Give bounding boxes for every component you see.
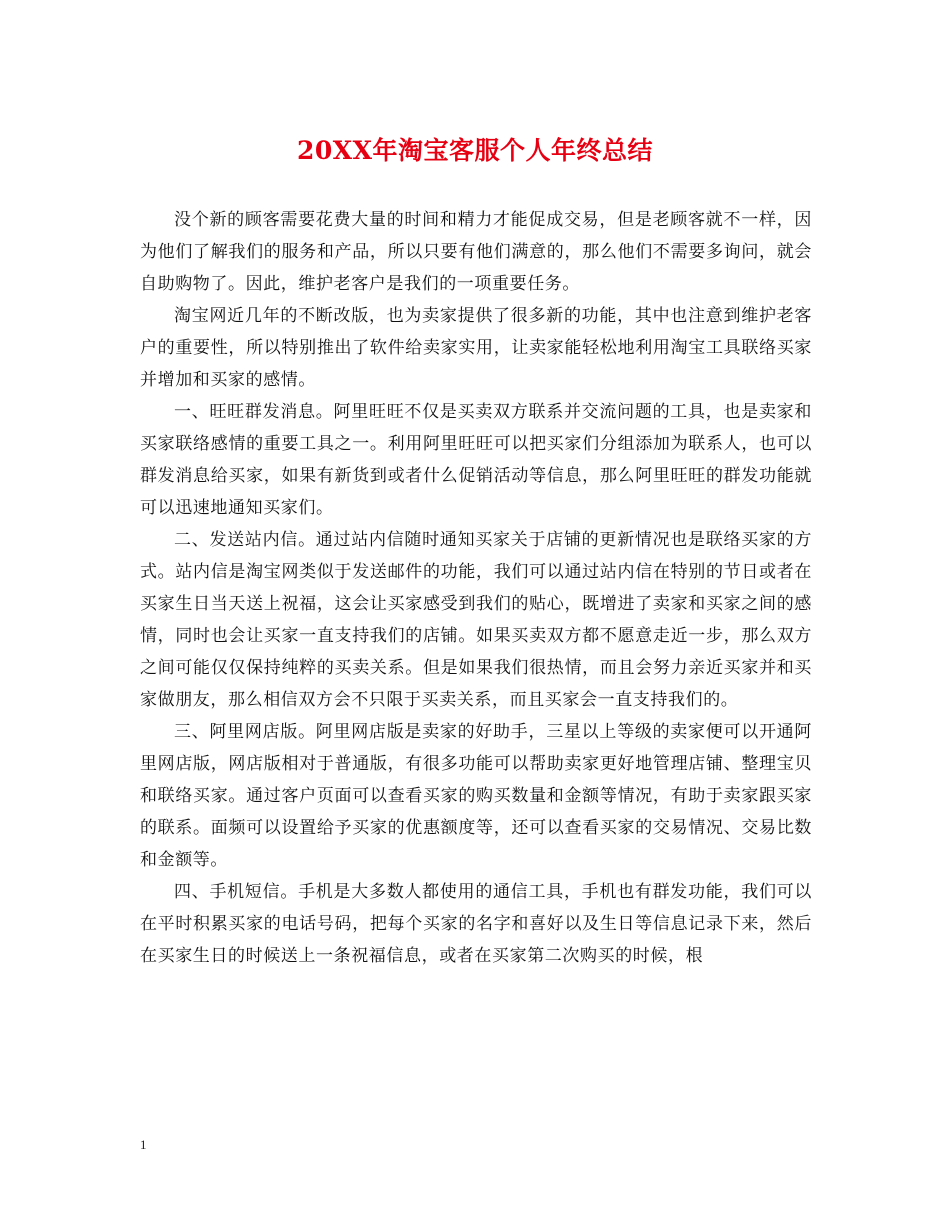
- page-number: 1: [140, 1137, 147, 1152]
- paragraph-wangwang: 一、旺旺群发消息。阿里旺旺不仅是买卖双方联系并交流问题的工具，也是卖家和买家联络感情的重要工具之一。利用阿里旺旺可以把买家们分组添加为联系人，也可以群发消息给买家，如果有新货到或者什么促销活动等信息，那么阿里旺旺的群发功能就可以迅速地通知买家们。: [140, 402, 812, 518]
- document-body: [140, 204, 812, 972]
- paragraph-sms: 四、手机短信。手机是大多数人都使用的通信工具，手机也有群发功能，我们可以在平时积累买家的电话号码，把每个买家的名字和喜好以及生日等信息记录下来，然后在买家生日的时候送上一条祝福信息，或者在买家第二次购买的时候，根: [140, 882, 812, 966]
- document-title: 20XX年淘宝客服个人年终总结: [296, 136, 654, 165]
- paragraph-site-message: 二、发送站内信。通过站内信随时通知买家关于店铺的更新情况也是联络买家的方式。站内信是淘宝网类似于发送邮件的功能，我们可以通过站内信在特别的节日或者在买家生日当天送上祝福，这会让买家感受到我们的贴心，既增进了卖家和买家之间的感情，同时也会让买家一直支持我们的店铺。如果买卖双方都不愿意走近一步，那么双方之间可能仅仅保持纯粹的买卖关系。但是如果我们很热情，而且会努力亲近买家并和买家做朋友，那么相信双方会不只限于买卖关系，而且买家会一直支持我们的。: [140, 530, 812, 710]
- paragraph-intro: 没个新的顾客需要花费大量的时间和精力才能促成交易，但是老顾客就不一样，因为他们了解我们的服务和产品，所以只要有他们满意的，那么他们不需要多询问，就会自助购物了。因此，维护老客户是我们的一项重要任务。: [140, 210, 812, 294]
- paragraph-taobao-features: 淘宝网近几年的不断改版，也为卖家提供了很多新的功能，其中也注意到维护老客户的重要性，所以特别推出了软件给卖家实用，让卖家能轻松地利用淘宝工具联络买家并增加和买家的感情。: [140, 306, 812, 390]
- paragraph-store-edition: 三、阿里网店版。阿里网店版是卖家的好助手，三星以上等级的卖家便可以开通阿里网店版，网店版相对于普通版，有很多功能可以帮助卖家更好地管理店铺、整理宝贝和联络买家。通过客户页面可以查看买家的购买数量和金额等情况，有助于卖家跟买家的联系。面频可以设置给予买家的优惠额度等，还可以查看买家的交易情况、交易比数和金额等。: [140, 722, 812, 870]
